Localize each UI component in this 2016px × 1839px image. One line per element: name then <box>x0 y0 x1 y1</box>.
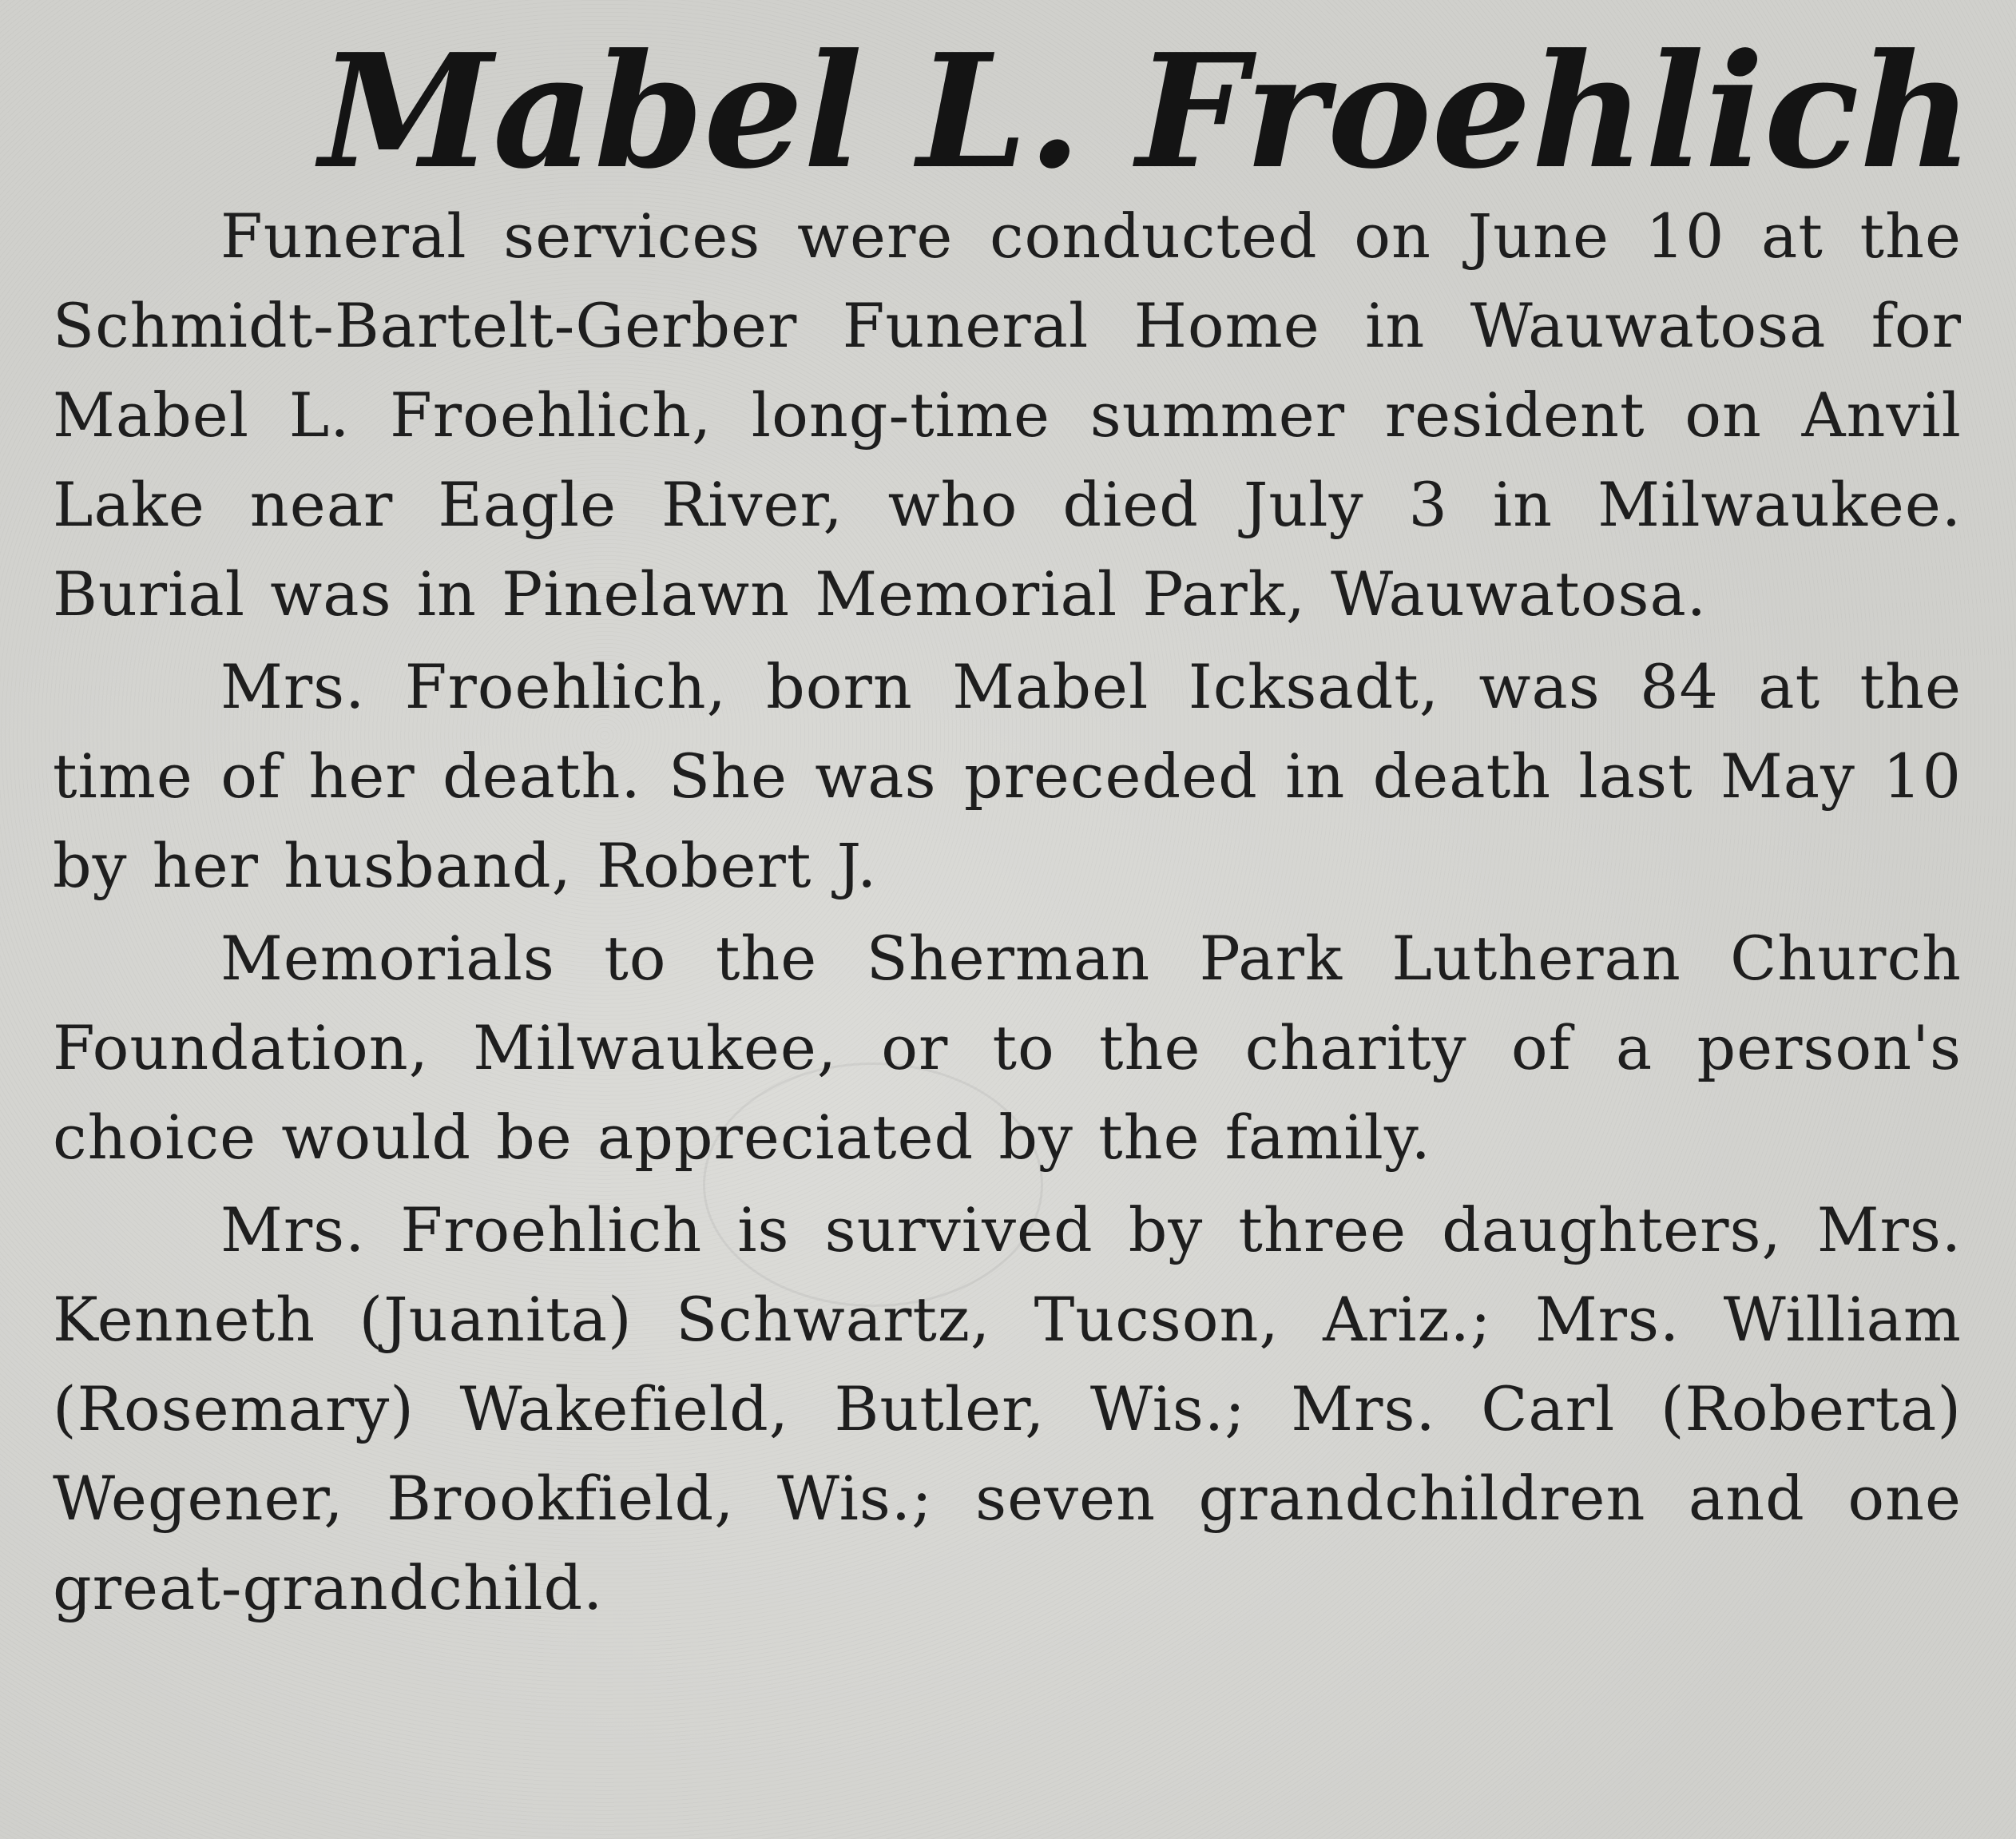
paragraph-biography: Mrs. Froehlich, born Mabel Icksadt, was 84 at the time of her death. She was preceded in death last May 10 by her husband, Robert J. <box>53 651 1962 901</box>
obituary-body <box>53 192 1962 1633</box>
paragraph-memorials: Memorials to the Sherman Park Lutheran Church Foundation, Milwaukee, or to the charity of a person's choice would be appreciated by the family. <box>53 923 1962 1173</box>
obituary-headline: Mabel L. Froehlich <box>319 20 1974 204</box>
paragraph-funeral-services: Funeral services were conducted on June 10 at the Schmidt-Bartelt-Gerber Funeral Home in Wauwatosa for Mabel L. Froehlich, long-time summer resident on Anvil Lake near Eagle River, who died July 3 in Milwaukee. Burial was in Pinelawn Memorial Park, Wauwatosa. <box>53 201 1962 630</box>
paragraph-survivors: Mrs. Froehlich is survived by three daughters, Mrs. Kenneth (Juanita) Schwartz, Tucson, Ariz.; Mrs. William (Rosemary) Wakefield, Butler, Wis.; Mrs. Carl (Roberta) Wegener, Brookfield, Wis.; seven grandchildren and one great-grandchild. <box>53 1194 1962 1623</box>
